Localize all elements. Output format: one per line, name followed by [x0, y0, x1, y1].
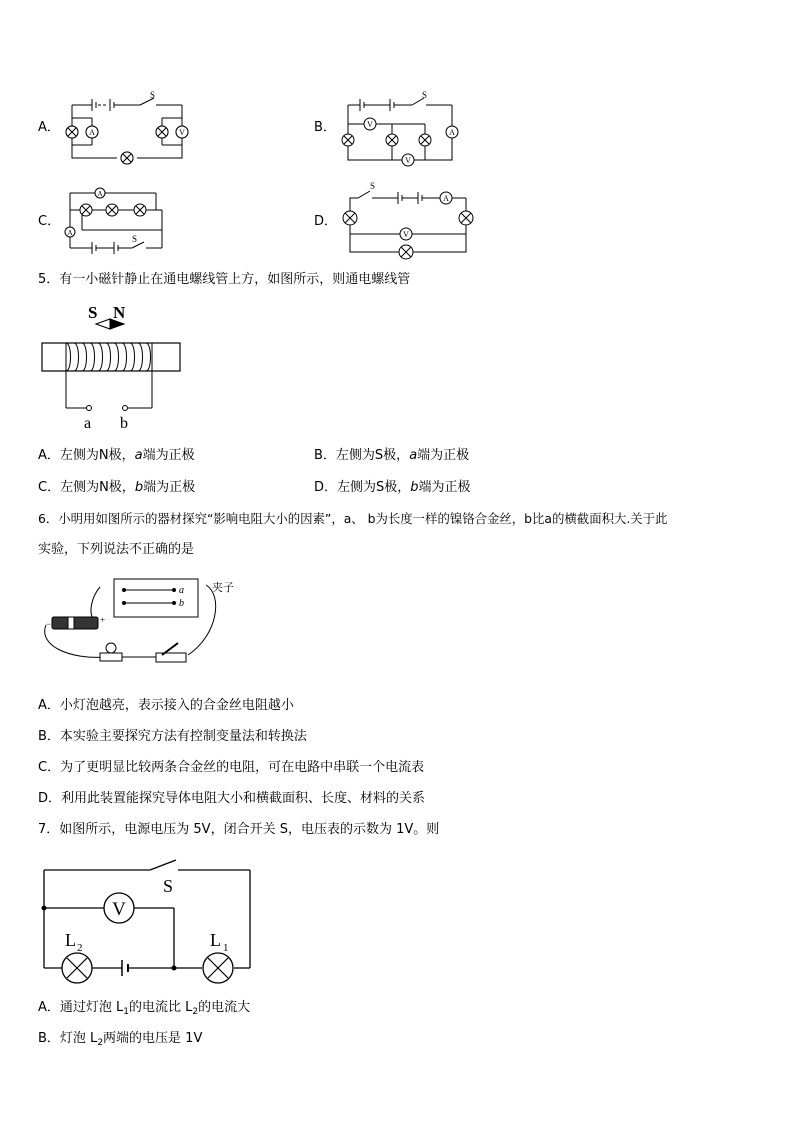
q6-option-d: D．利用此装置能探究导体电阻大小和横截面积、长度、材料的关系	[38, 791, 426, 806]
q4-option-b-label: B．	[314, 120, 336, 135]
q5-pole-s: S	[88, 303, 98, 322]
q5-terminal-a: a	[84, 415, 92, 432]
q6-option-a: A．小灯泡越亮，表示接入的合金丝电阻越小	[38, 698, 294, 713]
q7-circuit-figure	[40, 858, 255, 978]
q4-circuit-c	[62, 186, 172, 256]
q6-clip-label: 夹子	[212, 582, 234, 594]
q7-lamp1-sub: 1	[223, 942, 229, 954]
q6-option-c: C．为了更明显比较两条合金丝的电阻，可在电路中串联一个电流表	[38, 760, 425, 775]
q7-stem: 7．如图所示，电源电压为 5V，闭合开关 S，电压表的示数为 1V。则	[38, 822, 440, 837]
q5-terminal-b: b	[120, 415, 128, 432]
q4c-switch-label: S	[132, 234, 138, 244]
q6-wire-b-label: b	[179, 598, 184, 609]
q4-option-c-label: C．	[38, 214, 61, 229]
q4-option-d-label: D．	[314, 214, 338, 229]
q4a-voltmeter-label: V	[179, 128, 185, 137]
q6-stem-line1: 6．小明用如图所示的器材探究“影响电阻大小的因素”，a、 b为长度一样的镍铬合金丝，b比a的横截面积大.关于此	[38, 511, 668, 526]
q4b-ammeter-label: A	[449, 128, 455, 137]
q5-stem: 5．有一小磁针静止在通电螺线管上方，如图所示，则通电螺线管	[38, 272, 411, 287]
q6-stem-line2: 实验，下列说法不正确的是	[38, 542, 195, 557]
q7-voltmeter-label: V	[112, 899, 126, 920]
q4d-voltmeter-label: V	[403, 230, 409, 239]
q5-solenoid-figure	[40, 300, 185, 430]
q6-minus-label: −	[46, 619, 52, 629]
q5-option-b: B．左侧为S极，a端为正极	[314, 448, 470, 463]
q6-plus-label: +	[100, 615, 106, 625]
q4-circuit-b	[340, 90, 465, 170]
q7-lamp2-label: L	[65, 930, 76, 950]
q4b-switch-label: S	[422, 90, 428, 100]
q5-pole-n: N	[113, 303, 126, 322]
q4d-switch-label: S	[370, 181, 376, 191]
q7-lamp2-sub: 2	[77, 942, 83, 954]
q6-option-b: B．本实验主要探究方法有控制变量法和转换法	[38, 729, 307, 744]
q7-option-a: A．通过灯泡 $L_1$的电流比 $L_2$的电流大	[38, 1000, 251, 1017]
q5-option-d: D．左侧为S极，b端为正极	[314, 480, 471, 495]
q7-lamp1-label: L	[210, 930, 221, 950]
q4-circuit-d	[338, 180, 478, 262]
q5-option-c: C．左侧为N极，b端为正极	[38, 480, 196, 495]
q4a-switch-label: S	[150, 90, 156, 100]
q4b-voltmeter-label-2: V	[405, 156, 411, 165]
q7-switch-label: S	[163, 876, 174, 896]
q6-wire-a-label: a	[179, 585, 184, 596]
q4-circuit-a	[62, 90, 192, 170]
q7-option-b: B．灯泡 $L_2$两端的电压是 1V	[38, 1031, 203, 1048]
q4c-ammeter-label-2: A	[67, 229, 73, 237]
q4a-ammeter-label: A	[89, 128, 95, 137]
q4d-ammeter-label: A	[443, 194, 449, 203]
q4c-ammeter-label-1: A	[97, 190, 103, 198]
q4b-voltmeter-label-1: V	[367, 120, 373, 129]
q6-apparatus-figure	[38, 575, 268, 675]
q5-option-a: A．左侧为N极，a端为正极	[38, 448, 195, 463]
q4-option-a-label: A．	[38, 120, 60, 135]
